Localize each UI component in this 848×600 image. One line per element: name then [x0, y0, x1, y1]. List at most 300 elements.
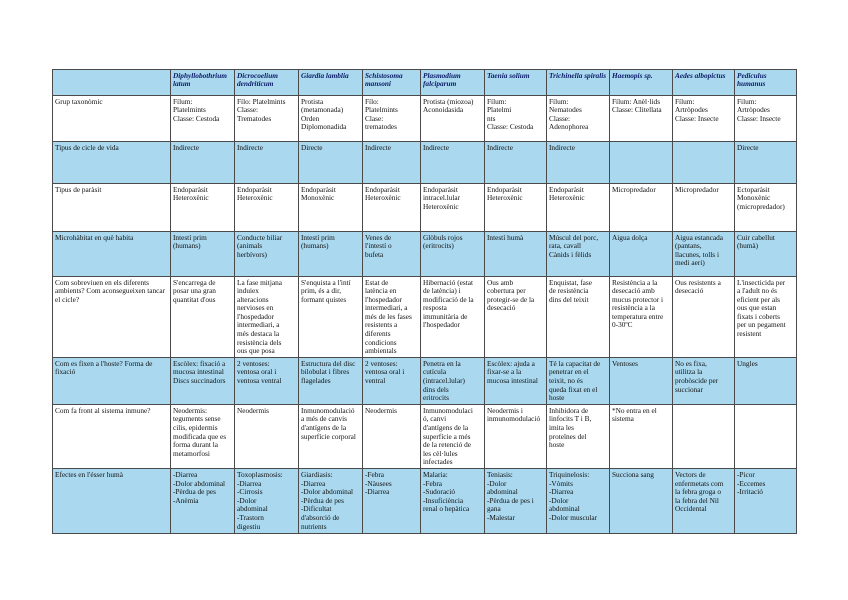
table-cell	[171, 469, 235, 533]
header-species-3: Giardia lamblia	[299, 70, 363, 96]
table-cell	[363, 184, 421, 232]
table-cell	[547, 277, 610, 358]
cell-line: Ectoparàsit	[737, 184, 770, 194]
cell-line: ous que estan	[737, 303, 777, 313]
table-cell	[673, 405, 735, 469]
table-cell	[735, 277, 797, 358]
row-label: Com sobreviuen en els diferents ambients? Com aconsegueixen tancar el cicle?	[53, 277, 171, 358]
cell-line: fixats i coberts	[737, 311, 780, 321]
cell-line: de la retenció de	[423, 440, 472, 450]
cell-line: a l'adult no és	[737, 286, 778, 296]
table-cell	[610, 96, 673, 142]
table-cell	[547, 469, 610, 533]
table-cell	[235, 469, 299, 533]
cell-line: -Diarrea	[365, 487, 390, 497]
cell-line: Fílo: Platelmints	[237, 96, 286, 106]
cell-line: Heteroxènic	[423, 201, 459, 211]
cell-line: (humans)	[173, 241, 201, 251]
cell-line: sistema	[612, 414, 634, 424]
cell-line: -Pèrdua de pes	[301, 495, 344, 505]
cell-line: digestiu	[237, 521, 261, 531]
cell-line: enfermetats com	[675, 478, 724, 488]
cell-line: Neodermis	[365, 405, 398, 415]
cell-line: Heteroxènic	[549, 193, 585, 203]
cell-line: prim, és a dir,	[301, 286, 342, 296]
table-cell	[735, 358, 797, 405]
header-species-4: Schistosoma mansoni	[363, 70, 421, 96]
cell-line: cutícula	[423, 367, 447, 377]
cell-line: diferents	[365, 329, 391, 339]
row-label: Microhàbitat en què habita	[53, 232, 171, 277]
cell-line: la febra del Nil	[675, 495, 719, 505]
cell-line: Artròpodes	[737, 105, 770, 115]
cell-line: -Febra	[365, 469, 385, 479]
cell-line: -Diarrea	[173, 469, 198, 479]
cell-line: induiex	[237, 286, 259, 296]
cell-line: Neodermis i	[487, 405, 523, 415]
cell-line: a més de canvis	[301, 414, 347, 424]
cell-line: -Febra	[423, 478, 443, 488]
cell-line: les cèl·lules	[423, 448, 458, 458]
cell-line: dins del teixit	[549, 294, 589, 304]
cell-line: ambientals	[365, 346, 397, 356]
cell-line: (micropredador)	[737, 201, 785, 211]
cell-line: eritrocits	[423, 393, 449, 403]
row-label: Grup taxonòmic	[53, 96, 171, 142]
table-cell	[673, 277, 735, 358]
cell-line: Adenophorea	[549, 122, 589, 132]
cell-line: teguments sense	[173, 414, 221, 424]
cell-line: Múscul del porc,	[549, 232, 599, 242]
table-cell	[673, 469, 735, 533]
cell-line: temperatura entre	[612, 311, 664, 321]
cell-line: Indirecte	[365, 142, 391, 152]
cell-line: ventosa oral i	[237, 367, 277, 377]
cell-line: Intestí prim	[301, 232, 335, 242]
cell-line: bufeta	[365, 249, 384, 259]
table-cell	[735, 232, 797, 277]
cell-line: formant quistes	[301, 294, 347, 304]
cell-line: Cànids i fèlids	[549, 249, 592, 259]
cell-line: Vectors de	[675, 469, 706, 479]
row-label: Com fa front al sistema inmune?	[53, 405, 171, 469]
cell-line: Heteroxènic	[487, 193, 523, 203]
table-cell	[735, 96, 797, 142]
table-cell	[299, 358, 363, 405]
cell-line: Diplomonadida	[301, 122, 347, 132]
cell-line: d'antígens de la	[423, 423, 469, 432]
cell-line: Indirecte	[423, 142, 449, 152]
cell-line: Té la capacitat de	[549, 358, 601, 368]
table-cell	[363, 277, 421, 358]
table-cell	[735, 469, 797, 533]
cell-line: -Diarrea	[549, 487, 574, 497]
cell-line: mucus protector i	[612, 294, 664, 304]
cell-line: Fílum:	[173, 96, 193, 106]
table-row	[53, 96, 797, 142]
cell-line: *No entra en el	[612, 405, 657, 415]
cell-line: quantitat d'ous	[173, 294, 216, 304]
cell-line: resistents a	[365, 320, 398, 330]
cell-line: superfície a més	[423, 431, 471, 441]
cell-line: superfície corporal	[301, 431, 356, 441]
cell-line: posar una gran	[173, 286, 216, 296]
cell-line: -Insuficiència	[423, 495, 464, 505]
cell-line: (pantans,	[675, 241, 702, 251]
table-cell	[610, 184, 673, 232]
cell-line: Toxoplasmosis:	[237, 469, 283, 479]
cell-line: Neodermis:	[173, 405, 208, 415]
cell-line: eficient per als	[737, 294, 780, 304]
cell-line: succionar	[675, 384, 703, 394]
cell-line: utilitza la	[675, 367, 703, 377]
table-cell	[363, 469, 421, 533]
header-species-6: Taenia solium	[485, 70, 547, 96]
cell-line: Directe	[301, 142, 323, 152]
cell-line: Micropredador	[675, 184, 719, 194]
table-cell	[673, 142, 735, 184]
table-cell	[421, 405, 485, 469]
table-row	[53, 232, 797, 277]
table-cell	[547, 232, 610, 277]
cell-line: trematodes	[365, 122, 398, 132]
cell-line: Aigua estancada	[675, 232, 724, 242]
header-species-10: Pediculus humanus	[735, 70, 797, 96]
cell-line: l'hospedador	[237, 311, 274, 321]
table-cell	[171, 405, 235, 469]
cell-line: Aigua dolça	[612, 232, 648, 242]
table-cell	[235, 277, 299, 358]
cell-line: nts	[487, 113, 496, 123]
cell-line: modificada que es	[173, 431, 227, 441]
table-cell	[171, 358, 235, 405]
cell-line: Teniasis:	[487, 469, 513, 479]
cell-line: -Anèmia	[173, 495, 199, 505]
cell-line: Escòlex: fixació a	[173, 358, 226, 368]
cell-line: Enquistat, fase	[549, 277, 592, 287]
cell-line: Endoparàsit	[423, 184, 458, 194]
table-cell	[299, 469, 363, 533]
cell-line: Endoparàsit	[487, 184, 522, 194]
cell-line: -Sudoració	[423, 487, 456, 497]
table-cell	[235, 405, 299, 469]
cell-line: Protista (miozoa)	[423, 96, 474, 106]
table-cell	[485, 184, 547, 232]
table-cell	[735, 184, 797, 232]
cell-line: hoste	[549, 393, 565, 403]
cell-line: Trematodes	[237, 113, 272, 123]
cell-line: Heteroxènic	[365, 193, 401, 203]
cell-line: (humans)	[301, 241, 329, 251]
cell-line: medi aeri)	[675, 258, 705, 268]
table-cell	[421, 232, 485, 277]
cell-line: -Trastorn	[237, 512, 264, 522]
cell-line: -Diarrea	[237, 478, 262, 488]
cell-line: més de les fases	[365, 311, 412, 321]
cell-line: -Diarrea	[301, 478, 326, 488]
cell-line: rata, cavall	[549, 241, 582, 251]
table-cell	[547, 142, 610, 184]
cell-line: gana	[487, 504, 501, 514]
cell-line: (animals	[237, 241, 263, 251]
cell-line: Fílum:	[487, 96, 507, 106]
cell-line: per un pegament	[737, 320, 786, 330]
cell-line: flagelades	[301, 376, 331, 386]
cell-line: Resistència a la	[612, 277, 658, 287]
header-species-5: Plasmodium falciparum	[421, 70, 485, 96]
table-cell	[299, 184, 363, 232]
table-cell	[485, 405, 547, 469]
cell-line: Escòlex: ajuda a	[487, 358, 535, 368]
cell-line: Platelmints	[365, 105, 398, 115]
cell-line: -Cirrosis	[237, 487, 263, 497]
cell-line: -Dolor abdominal	[173, 478, 226, 488]
cell-line: de latència) i	[423, 286, 461, 296]
table-cell	[363, 358, 421, 405]
table-cell	[610, 142, 673, 184]
cell-line: renal o hepàtica	[423, 504, 470, 514]
cell-line: Classe:	[237, 105, 259, 115]
cell-line: -Dolor abdominal	[301, 487, 354, 497]
cell-line: 2 ventoses:	[237, 358, 270, 368]
cell-line: -Vòmits	[549, 478, 573, 488]
table-cell	[421, 469, 485, 533]
table-cell	[299, 277, 363, 358]
cell-line: desecació	[487, 303, 516, 313]
row-label: Com es fixen a l'hoste? Forma de fixació	[53, 358, 171, 405]
cell-line: intermediari, a	[365, 303, 408, 313]
cell-line: -Picor	[737, 469, 755, 479]
cell-line: Indirecte	[173, 142, 199, 152]
cell-line: l'hospedador	[423, 320, 460, 330]
table-cell	[421, 96, 485, 142]
cell-line: Ventoses	[612, 358, 638, 368]
row-label: Tipus de paràsit	[53, 184, 171, 232]
cell-line	[675, 144, 732, 153]
cell-line: Classe: Cestoda	[173, 113, 220, 123]
cell-line: S'encarrega de	[173, 277, 216, 287]
cell-line: l'intestí o	[365, 241, 392, 251]
cell-line: -Dolor	[549, 495, 569, 505]
cell-line: desecació	[675, 286, 704, 296]
table-row	[53, 469, 797, 533]
cell-line: Directe	[737, 142, 759, 152]
cell-line: Endoparàsit	[365, 184, 400, 194]
cell-line: dins dels	[423, 384, 449, 394]
table-cell	[171, 232, 235, 277]
header-species-8: Haemopis sp.	[610, 70, 673, 96]
cell-line: Succiona sang	[612, 469, 654, 479]
cell-line: Triquinelosis:	[549, 469, 590, 479]
table-cell	[363, 96, 421, 142]
cell-line: nervioses en	[237, 303, 274, 313]
cell-line: cilis, epidermis	[173, 423, 218, 432]
cell-line: hoste	[549, 440, 565, 450]
cell-line: -Dificultat	[301, 504, 332, 514]
cell-line: Heteroxènic	[237, 193, 273, 203]
cell-line: (humà)	[737, 241, 759, 251]
cell-line: Endoparàsit	[301, 184, 336, 194]
cell-line: Platelmi	[487, 105, 512, 115]
cell-line: -Nàusees	[365, 478, 392, 488]
cell-line: -Pèrdua de pes i	[487, 495, 534, 505]
cell-line: -Malestar	[487, 512, 515, 522]
cell-line: No es fixa,	[675, 358, 707, 368]
cell-line: -Dolor	[487, 478, 507, 488]
cell-line: l'hospedador	[365, 294, 402, 304]
cell-line: -Dolor	[237, 495, 257, 505]
cell-line: immunitària de	[423, 311, 468, 321]
table-cell	[363, 232, 421, 277]
cell-line: Giardiasis:	[301, 469, 333, 479]
cell-line: Monoxènic	[737, 193, 771, 203]
cell-line: Discs succinadors	[173, 376, 226, 386]
cell-line: de resistència	[549, 286, 589, 296]
header-row	[53, 70, 797, 96]
cell-line: d'antígens de la	[301, 423, 347, 432]
cell-line: (intracel.lular)	[423, 376, 465, 386]
cell-line: Fílum:	[675, 96, 695, 106]
cell-line: nutrients	[301, 521, 327, 531]
table-row	[53, 405, 797, 469]
table-cell	[363, 142, 421, 184]
table-cell	[421, 184, 485, 232]
cell-line: la febra groga o	[675, 487, 721, 497]
cell-line: condicions	[365, 337, 397, 347]
cell-line: ventosa oral i	[365, 367, 405, 377]
cell-line: Platelmints	[173, 105, 206, 115]
table-cell	[235, 184, 299, 232]
cell-line: abdominal	[549, 504, 580, 514]
cell-line: cobertura per	[487, 286, 526, 296]
table-cell	[610, 405, 673, 469]
cell-line: Classe:	[549, 113, 571, 123]
cell-line: Fílo:	[365, 96, 379, 106]
cell-line: mucosa intestinal	[487, 376, 538, 386]
table-cell	[610, 358, 673, 405]
cell-line: proteïnes del	[549, 431, 587, 441]
parasites-comparison-page	[52, 69, 796, 534]
cell-line: Clase:	[365, 113, 384, 123]
table-cell	[299, 405, 363, 469]
cell-line	[737, 407, 794, 416]
cell-line: Cuir cabellut	[737, 232, 775, 242]
cell-line: Aconoidasida	[423, 105, 464, 115]
header-species-2: Dicrocoelium dendriticum	[235, 70, 299, 96]
table-cell	[735, 142, 797, 184]
cell-line: llacunes, tolls i	[675, 249, 719, 259]
table-cell	[421, 358, 485, 405]
parasites-comparison-table	[52, 69, 797, 534]
cell-line: Endoparàsit	[237, 184, 272, 194]
cell-line: Micropredador	[612, 184, 656, 194]
table-row	[53, 142, 797, 184]
header-species-9: Aedes albopictus	[673, 70, 735, 96]
cell-line: teixit, no és	[549, 376, 583, 386]
cell-line: Intestí humà	[487, 232, 524, 242]
cell-line: Estructura del disc	[301, 358, 356, 368]
table-cell	[235, 142, 299, 184]
header-corner-cell	[53, 70, 171, 96]
cell-line: Heteroxènic	[173, 193, 209, 203]
table-cell	[673, 184, 735, 232]
table-row	[53, 358, 797, 405]
table-cell	[673, 358, 735, 405]
table-cell	[299, 96, 363, 142]
cell-line: Classe: Insecte	[737, 113, 781, 123]
cell-line	[612, 144, 670, 153]
cell-line: Neodermis	[237, 405, 270, 415]
cell-line: desecació amb	[612, 286, 655, 296]
row-label: Tipus de cicle de vida	[53, 142, 171, 184]
table-cell	[485, 142, 547, 184]
header-species-1: Diphyllobothrium latum	[171, 70, 235, 96]
table-cell	[547, 405, 610, 469]
row-label: Efectes en l'ésser humà	[53, 469, 171, 533]
cell-line: abdominal	[237, 504, 268, 514]
cell-line: Malaria:	[423, 469, 448, 479]
cell-line: inmunomodulació	[487, 414, 541, 424]
cell-line: forma durant la	[173, 440, 218, 450]
cell-line: linfocits T i B,	[549, 414, 592, 424]
cell-line: abdominal	[487, 487, 518, 497]
cell-line: Ous resistents a	[675, 277, 721, 287]
cell-line: latència en	[365, 286, 397, 296]
cell-line: (eritrocits)	[423, 241, 454, 251]
cell-line: Ungles	[737, 358, 758, 368]
table-cell	[171, 277, 235, 358]
cell-line: imita les	[549, 423, 574, 432]
cell-line: Classe: Insecte	[675, 113, 719, 123]
cell-line: Fílum:	[549, 96, 569, 106]
cell-line: 0-30ºC	[612, 320, 633, 330]
table-cell	[235, 232, 299, 277]
table-cell	[299, 142, 363, 184]
cell-line: Orden	[301, 113, 320, 123]
table-cell	[363, 405, 421, 469]
cell-line: Artròpodes	[675, 105, 708, 115]
cell-line: queda fixat en el	[549, 384, 598, 394]
cell-line: Ous amb	[487, 277, 514, 287]
cell-line: 2 ventoses:	[365, 358, 398, 368]
table-cell	[235, 96, 299, 142]
cell-line: resposta	[423, 303, 447, 313]
table-cell	[421, 277, 485, 358]
cell-line: Monoxènic	[301, 193, 335, 203]
cell-line: mucosa intestinal	[173, 367, 224, 377]
header-species-7: Trichinella spiralis	[547, 70, 610, 96]
table-cell	[171, 184, 235, 232]
cell-line: intracel.lular	[423, 193, 461, 203]
cell-line: Inmunomodulaci	[423, 405, 473, 415]
cell-line: -Dolor muscular	[549, 512, 598, 522]
cell-line: ous que posa	[237, 346, 275, 356]
table-cell	[547, 96, 610, 142]
cell-line: L'insecticida per	[737, 277, 786, 287]
cell-line: penetrar en el	[549, 367, 589, 377]
table-cell	[171, 142, 235, 184]
cell-line: Occidental	[675, 504, 707, 514]
cell-line: Endoparàsit	[549, 184, 584, 194]
table-cell	[485, 232, 547, 277]
cell-line: Inhibidora de	[549, 405, 589, 415]
cell-line: Intestí prim	[173, 232, 207, 242]
cell-line: Nematodes	[549, 105, 582, 115]
table-cell	[171, 96, 235, 142]
cell-line: Endoparàsit	[173, 184, 208, 194]
cell-line: Classe: Clitellata	[612, 105, 662, 115]
cell-line: Indirecte	[549, 142, 575, 152]
